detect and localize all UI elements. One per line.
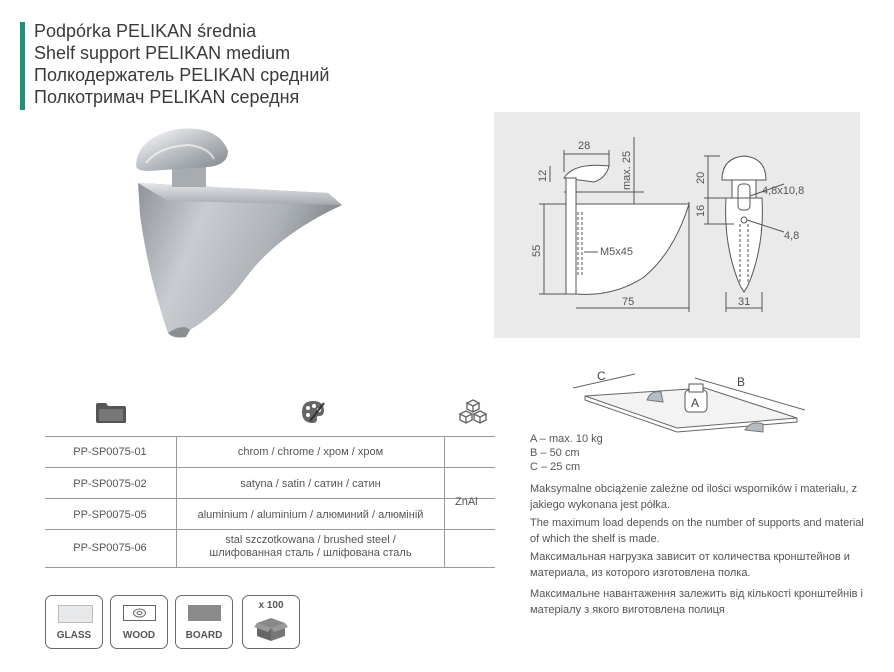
dim-75: 75 [622,296,635,308]
dim-12: 12 [537,169,549,182]
badge-glass-label: GLASS [56,630,92,641]
description-en: The maximum load depends on the number of supports and material of which the shelf is made. [530,517,864,545]
table-header-icons [45,388,495,438]
dim-hole: 4,8 [784,230,800,242]
load-specs [530,432,603,474]
dim-28: 28 [578,140,591,152]
row-finish: chrom / chrome / хром / хром [237,446,384,458]
badge-wood [110,595,168,649]
badge-wood-label: WOOD [122,630,156,641]
table-row [45,467,495,499]
badge-glass [45,595,103,649]
palette-icon [300,399,326,425]
row-finish-line1: stal szczotkowana / brushed steel / [225,534,396,546]
material-cubes-icon [458,398,488,426]
row-code: PP-SP0075-06 [73,542,147,554]
badge-pack [242,595,300,649]
title-accent-bar [20,22,25,110]
description-ru: Максимальная нагрузка зависит от количества кронштейнов и материала, из которого изготовлена полка. [530,551,850,579]
spec-b: B – 50 cm [530,447,580,459]
product-photo [128,125,350,340]
badge-board [175,595,233,649]
folder-icon [95,402,127,424]
dim-20: 20 [695,171,707,184]
dim-slot: 4,8x10,8 [762,185,805,197]
table-bottom-rule [45,567,495,568]
table-row [45,498,495,530]
pack-quantity: x 100 [258,600,284,611]
wood-icon [123,605,156,621]
title-pl: Podpórka PELIKAN średnia [34,21,257,41]
dim-16: 16 [695,204,707,217]
row-code: PP-SP0075-02 [73,478,147,490]
title-en: Shelf support PELIKAN medium [34,43,291,63]
row-code: PP-SP0075-01 [73,446,147,458]
product-titles [34,20,329,108]
table-divider [176,436,177,567]
title-ru: Полкодержатель PELIKAN средний [34,65,330,85]
spec-c: C – 25 cm [530,461,581,473]
table-row [45,529,495,568]
badge-board-label: BOARD [185,630,223,641]
dim-55: 55 [531,244,543,257]
variants-table [45,388,495,559]
load-label-b: B [737,375,746,389]
dim-max25: max. 25 [621,150,633,190]
description-uk: Максимальне навантаження залежить від кількості кронштейнів і матеріалу з якого виготовлена полиця [530,588,863,616]
row-finish: satyna / satin / сатин / сатин [240,478,381,490]
table-divider [444,436,445,567]
title-uk: Полкотримач PELIKAN середня [34,87,300,107]
material-cell: ZnAl [455,496,478,508]
spec-a: A – max. 10 kg [530,433,603,445]
load-label-a: A [691,396,700,410]
description-pl: Maksymalne obciążenie zależne od ilości wsporników i materiału, z jakiego wykonana jest półka. [530,483,858,511]
dim-31: 31 [738,296,751,308]
dim-thread: M5x45 [600,246,634,258]
table-row [45,436,495,468]
row-code: PP-SP0075-05 [73,509,147,521]
board-swatch [188,605,221,621]
row-finish: aluminium / aluminium / алюминий / алюміній [197,509,424,521]
glass-swatch [58,605,93,623]
technical-drawing [494,112,860,338]
box-icon [254,614,288,642]
row-finish-line2: шлифованная сталь / шліфована сталь [209,547,412,559]
technical-drawing-panel [494,112,860,338]
load-label-c: C [597,369,606,383]
